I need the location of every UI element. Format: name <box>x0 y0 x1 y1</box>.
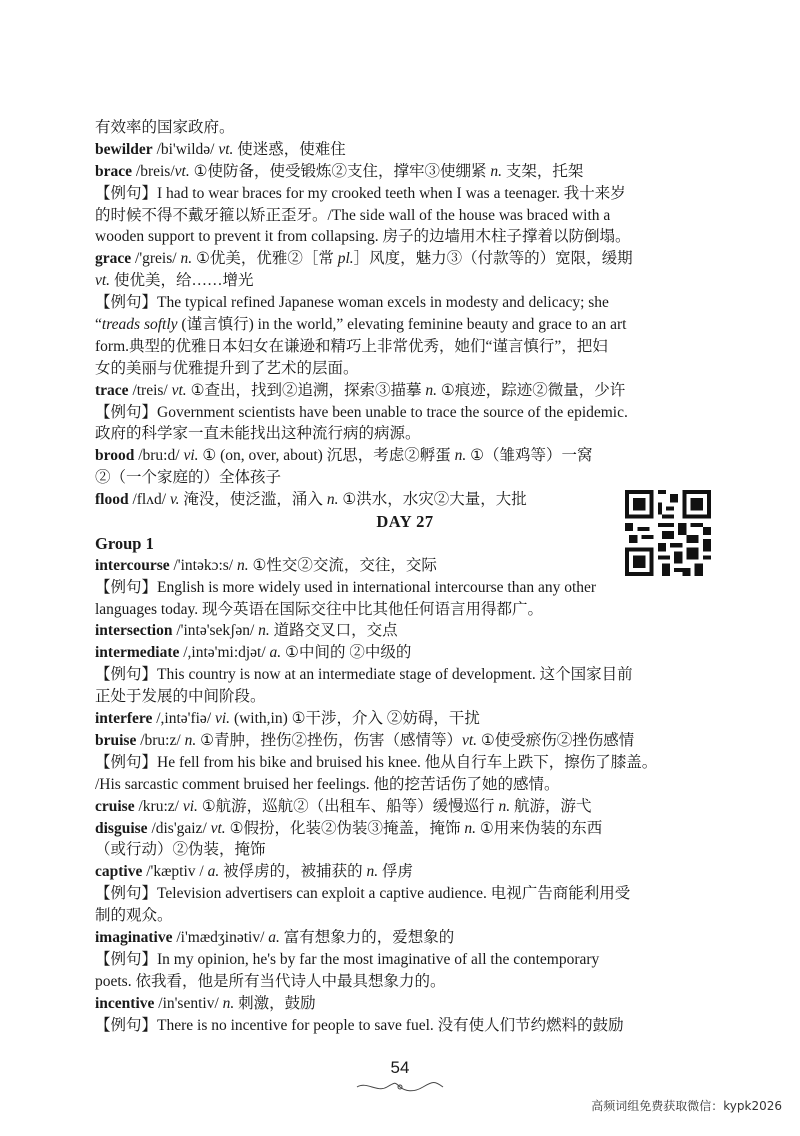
headword: incentive <box>95 994 155 1012</box>
text-line <box>95 489 715 511</box>
part-of-speech: vt. <box>171 381 187 399</box>
text-span: form.典型的优雅日本妇女在谦逊和精巧上非常优秀，她们“谨言慎行”，把妇 <box>95 337 608 355</box>
text-line <box>95 664 715 686</box>
text-span: ① (on, over, about) 沉思，考虑②孵蛋 <box>198 447 455 465</box>
text-span: poets. 依我看，他是所有当代诗人中最具想象力的。 <box>95 972 446 990</box>
headword: intersection <box>95 622 173 640</box>
text-line <box>95 708 715 730</box>
text-span: wooden support to prevent it from collapsing. 房子的边墙用木柱子撑着以防倒塌。 <box>95 228 631 246</box>
headword: intermediate <box>95 644 180 662</box>
headword: bruise <box>95 731 137 749</box>
text-span: ①优美，优雅②［常 <box>192 250 338 268</box>
qr-code <box>625 490 711 576</box>
text-span: The typical refined Japanese woman excels in modesty and delicacy; she <box>157 294 609 312</box>
text-span: DAY 27 <box>376 512 434 532</box>
text-line <box>95 949 715 971</box>
text-line <box>95 226 715 248</box>
text-span: I had to wear braces for my crooked teeth when I was a teenager. 我十来岁 <box>157 184 626 202</box>
phonetic: /'kæptiv / <box>142 863 208 881</box>
text-span: ①假扮，化装②伪装③掩盖，掩饰 <box>225 819 465 837</box>
example-label: 【例句】 <box>95 403 158 421</box>
text-span: ①查出，找到②追溯，探索③描摹 <box>186 381 426 399</box>
text-span: 正处于发展的中间阶段。 <box>95 688 266 706</box>
example-label: 【例句】 <box>95 666 158 684</box>
text-line <box>95 423 715 445</box>
example-label: 【例句】 <box>95 885 158 903</box>
text-span: ①性交②交流，交往，交际 <box>248 556 437 574</box>
text-span: Television advertisers can exploit a captive audience. 电视广告商能利用受 <box>157 885 631 903</box>
text-span: ①洪水，水灾②大量，大批 <box>338 491 527 509</box>
text-line <box>95 686 715 708</box>
phonetic: /breis/ <box>132 162 175 180</box>
part-of-speech: n. <box>498 797 511 815</box>
text-span: 俘虏 <box>378 863 413 881</box>
text-span: 使优美，给……增光 <box>110 272 254 290</box>
text-line <box>95 993 715 1015</box>
part-of-speech: n. <box>222 994 235 1012</box>
text-span: 富有想象力的，爱想象的 <box>279 928 455 946</box>
page-number: 54 <box>390 1058 410 1077</box>
text-line <box>95 818 715 840</box>
text-line <box>95 774 715 796</box>
example-label: 【例句】 <box>95 753 158 771</box>
part-of-speech: vt. <box>218 140 234 158</box>
text-span: ①痕迹，踪迹②微量，少许 <box>436 381 626 399</box>
text-span: /His sarcastic comment bruised her feelings. 他的挖苦话伤了她的感情。 <box>95 775 560 793</box>
part-of-speech: n. <box>326 491 339 509</box>
phonetic: /,intə'fiə/ <box>152 710 215 728</box>
headword: imaginative <box>95 928 173 946</box>
part-of-speech: n. <box>366 863 379 881</box>
headword: flood <box>95 491 129 509</box>
text-line <box>95 314 715 336</box>
part-of-speech: vi. <box>182 797 198 815</box>
text-line <box>95 1015 715 1037</box>
text-line <box>95 599 715 621</box>
phonetic: /'greis/ <box>131 250 181 268</box>
headword: captive <box>95 863 143 881</box>
part-of-speech: n. <box>464 819 476 837</box>
text-span: 被俘虏的，被捕获的 <box>219 863 367 881</box>
phonetic: /kru:z/ <box>134 797 183 815</box>
text-span: （或行动）②伪装，掩饰 <box>95 841 266 859</box>
phonetic: /'intəkɔ:s/ <box>169 556 237 574</box>
text-span: 道路交叉口，交点 <box>269 622 398 640</box>
headword: grace <box>95 250 132 268</box>
text-span: In my opinion, he's by far the most imaginative of all the contemporary <box>157 950 600 968</box>
part-of-speech: vi. <box>215 710 231 728</box>
text-line <box>95 270 715 292</box>
text-span: “ <box>95 316 102 334</box>
text-span: (with,in) ①干涉，介入 ②妨碍，干扰 <box>230 710 480 728</box>
text-span: ①青肿，挫伤②挫伤，伤害（感情等） <box>196 731 462 749</box>
text-span: 使迷惑，使难住 <box>233 140 346 158</box>
text-span: languages today. 现今英语在国际交往中比其他任何语言用得都广。 <box>95 600 544 618</box>
phonetic: /dis'gaiz/ <box>147 819 211 837</box>
part-of-speech: vt. <box>174 162 190 180</box>
text-span: He fell from his bike and bruised his knee. 他从自行车上跌下，擦伤了膝盖。 <box>157 753 658 771</box>
text-span: Government scientists have been unable to trace the source of the epidemic. <box>157 403 628 421</box>
part-of-speech: a. <box>269 644 282 662</box>
phonetic: /,intə'mi:djət/ <box>179 644 270 662</box>
text-span: ］风度，魅力③（付款等的）宽限，缓期 <box>353 250 633 268</box>
text-line <box>95 358 715 380</box>
text-span: ①航游，巡航②（出租车、船等）缓慢巡行 <box>197 797 499 815</box>
part-of-speech: vt. <box>210 819 226 837</box>
example-label: 【例句】 <box>95 1016 158 1034</box>
part-of-speech: vt. <box>461 731 478 749</box>
text-line <box>95 292 715 314</box>
text-line <box>95 139 715 161</box>
text-line <box>95 861 715 883</box>
headword: trace <box>95 381 129 399</box>
text-line <box>95 205 715 227</box>
text-line <box>95 642 715 664</box>
ornament-icon <box>355 1079 445 1095</box>
phonetic: /flʌd/ <box>128 491 170 509</box>
text-line <box>95 730 715 752</box>
text-span: There is no incentive for people to save fuel. 没有使人们节约燃料的鼓励 <box>157 1016 624 1034</box>
text-span: ①使防备，使受锻炼②支住，撑牢③使绷紧 <box>189 162 491 180</box>
phonetic: /bi'wildə/ <box>152 140 219 158</box>
text-line <box>95 839 715 861</box>
example-label: 【例句】 <box>95 184 158 202</box>
text-span: ①用来伪装的东西 <box>475 819 603 837</box>
part-of-speech: n. <box>258 622 270 640</box>
text-span: 政府的科学家一直未能找出这种流行病的病源。 <box>95 425 421 443</box>
text-span: 航游，游弋 <box>510 797 592 815</box>
text-span: 支架，托架 <box>501 162 584 180</box>
text-line <box>95 883 715 905</box>
part-of-speech: n. <box>180 250 193 268</box>
part-of-speech: a. <box>268 928 280 946</box>
text-span: 淹没，使泛滥，涌入 <box>179 491 327 509</box>
phonetic: /treis/ <box>128 381 172 399</box>
text-line <box>95 380 715 402</box>
text-line <box>95 796 715 818</box>
phonetic: /bru:z/ <box>136 731 185 749</box>
phonetic: /i'mædʒinətiv/ <box>172 928 269 946</box>
text-line <box>95 511 715 533</box>
part-of-speech: vi. <box>183 447 199 465</box>
headword: cruise <box>95 797 135 815</box>
text-line <box>95 927 715 949</box>
text-line <box>95 336 715 358</box>
text-span: 制的观众。 <box>95 907 173 925</box>
text-line <box>95 555 715 577</box>
text-line <box>95 117 715 139</box>
text-line <box>95 161 715 183</box>
example-label: 【例句】 <box>95 950 158 968</box>
part-of-speech: vt. <box>95 272 111 290</box>
phonetic: /'intə'sekʃən/ <box>172 622 259 640</box>
text-line <box>95 248 715 270</box>
text-span: Group 1 <box>95 533 154 553</box>
text-span: 的时候不得不戴牙箍以矫正歪牙。/The side wall of the house was braced with a <box>95 206 611 224</box>
text-line <box>95 533 715 555</box>
headword: interfere <box>95 710 153 728</box>
part-of-speech: treads softly <box>101 316 178 334</box>
text-span: English is more widely used in international intercourse than any other <box>157 578 597 596</box>
headword: brace <box>95 162 133 180</box>
text-line <box>95 445 715 467</box>
phonetic: /bru:d/ <box>134 447 184 465</box>
text-line <box>95 402 715 424</box>
text-line <box>95 620 715 642</box>
part-of-speech: n. <box>490 162 502 180</box>
text-span: 有效率的国家政府。 <box>95 119 235 136</box>
headword: disguise <box>95 819 148 837</box>
part-of-speech: a. <box>207 863 220 881</box>
part-of-speech: n. <box>236 556 249 574</box>
dictionary-text <box>95 117 715 1036</box>
headword: intercourse <box>95 556 170 574</box>
text-span: ②（一个家庭的）全体孩子 <box>95 469 282 487</box>
text-span: 刺激，鼓励 <box>234 994 316 1012</box>
part-of-speech: n. <box>454 447 467 465</box>
text-span: (谨言慎行) in the world,” elevating feminine beauty and grace to an art <box>177 316 627 334</box>
text-line <box>95 183 715 205</box>
headword: bewilder <box>95 140 153 158</box>
part-of-speech: n. <box>184 731 197 749</box>
part-of-speech: pl. <box>337 250 354 268</box>
text-span: ①中间的 ②中级的 <box>281 644 412 662</box>
phonetic: /in'sentiv/ <box>154 994 223 1012</box>
example-label: 【例句】 <box>95 578 158 596</box>
text-span: ①（雏鸡等）一窝 <box>466 447 593 465</box>
example-label: 【例句】 <box>95 294 158 312</box>
text-line <box>95 752 715 774</box>
text-span: ①使受瘀伤②挫伤感情 <box>477 731 635 749</box>
text-span: 女的美丽与优雅提升到了艺术的层面。 <box>95 359 359 377</box>
headword: brood <box>95 447 135 465</box>
text-line <box>95 577 715 599</box>
text-line <box>95 971 715 993</box>
text-span: This country is now at an intermediate stage of development. 这个国家目前 <box>157 666 633 684</box>
text-line <box>95 467 715 489</box>
text-line <box>95 905 715 927</box>
footer-note: 高频词组免费获取微信：kypk2026 <box>591 1099 782 1113</box>
part-of-speech: n. <box>425 381 437 399</box>
part-of-speech: v. <box>169 491 180 509</box>
